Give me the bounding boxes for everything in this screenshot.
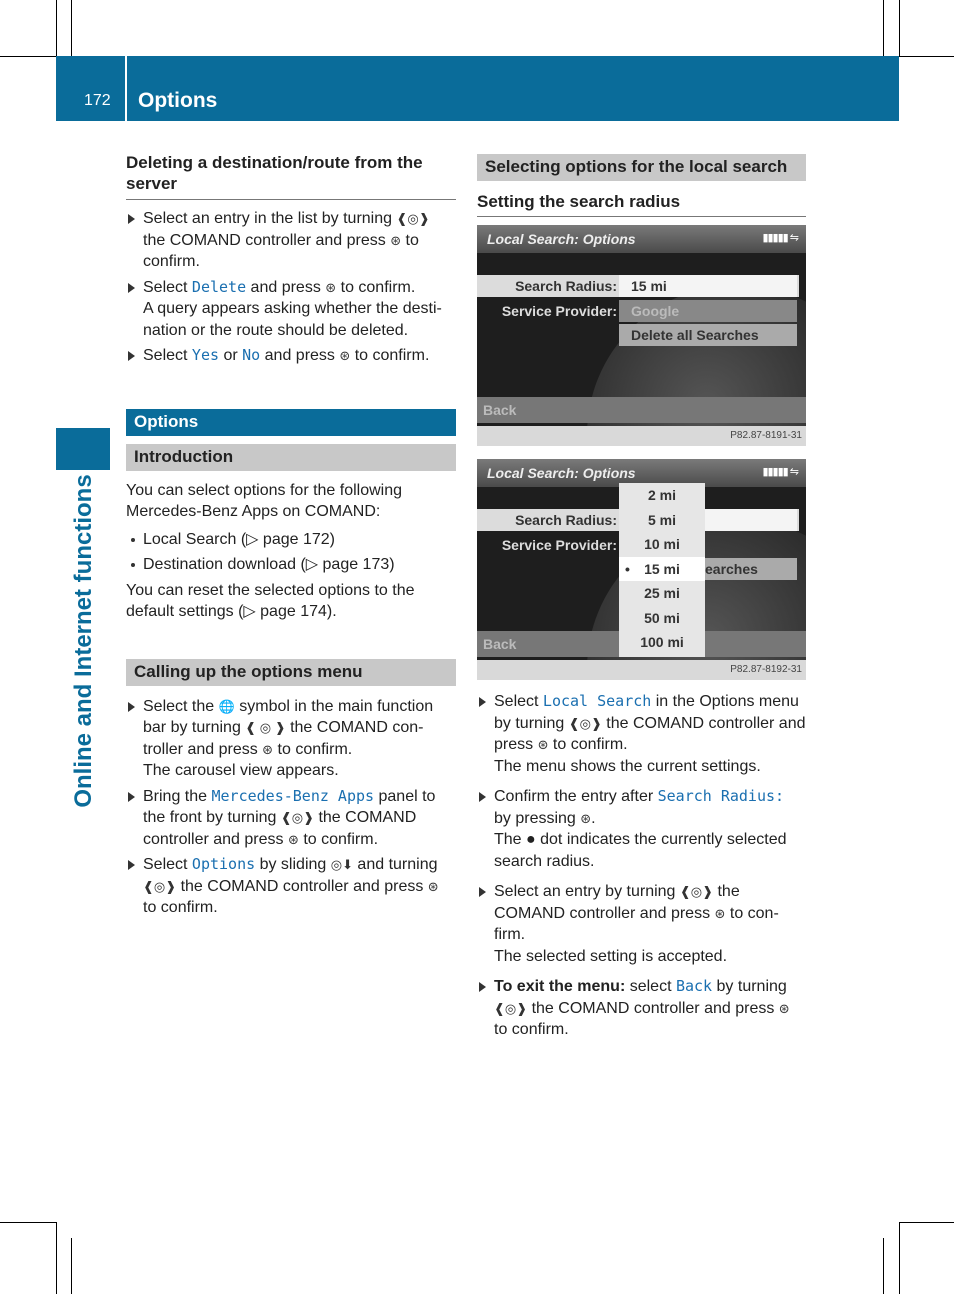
figure-code: P82.87-8192-31 <box>477 660 806 680</box>
back-item: Back <box>477 397 806 423</box>
crop-mark <box>0 56 56 57</box>
left-column <box>126 152 456 923</box>
crop-mark <box>899 0 900 56</box>
signal-icon: ▮▮▮▮▮ ⇋ <box>762 466 798 478</box>
step-note: The carousel view appears. <box>143 762 339 779</box>
press-controller-icon: ⊛ <box>714 905 726 921</box>
turn-controller-icon: ❰◎❱ <box>396 211 430 226</box>
turn-controller-icon: ❰◎❱ <box>143 878 177 894</box>
reset-text: You can reset the selected options to the default settings (▷ page 174). <box>126 581 415 620</box>
press-controller-icon: ⊛ <box>778 1000 790 1016</box>
crop-mark <box>56 1222 57 1294</box>
globe-icon: 🌐 <box>218 698 235 714</box>
ui-term-options: Options <box>191 855 256 873</box>
crop-mark <box>71 1238 72 1294</box>
ui-term-yes: Yes <box>191 346 220 364</box>
step: Select Options by sliding ◎⬇ and turning ❰◎❱ the COMAND controller and press ⊛ to confirm. <box>126 854 456 919</box>
crop-mark <box>899 1222 900 1294</box>
ui-term-search-radius: Search Radius: <box>657 787 785 805</box>
press-controller-icon: ⊛ <box>262 741 274 757</box>
ui-term-no: No <box>242 346 261 364</box>
crop-mark <box>883 1238 884 1294</box>
step-note: The menu shows the current settings. <box>494 757 761 775</box>
radius-row: Search Radius: 15 mi <box>477 275 799 297</box>
delete-heading: Deleting a destination/route from the server <box>126 152 456 200</box>
signal-icon: ▮▮▮▮▮ ⇋ <box>762 232 798 244</box>
crop-mark <box>899 1222 954 1223</box>
slide-down-controller-icon: ◎⬇ <box>330 857 353 872</box>
introduction-bar: Introduction <box>126 444 456 471</box>
step: Select Local Search in the Options menu by turning ❰◎❱ the COMAND controller and press ⊛ to confirm. The menu shows the current settings. <box>477 691 807 777</box>
radius-option: 50 mi <box>644 609 680 626</box>
screenshot-radius-list <box>477 459 806 680</box>
local-search-section-bar: Selecting options for the local search <box>477 154 806 181</box>
delete-searches-item: Delete all Searches <box>619 324 797 346</box>
ui-term-back: Back <box>675 977 713 995</box>
ui-term-local-search: Local Search <box>542 692 652 710</box>
press-controller-icon: ⊛ <box>537 737 549 752</box>
search-radius-heading: Setting the search radius <box>477 191 806 217</box>
crop-mark <box>899 56 954 57</box>
screen-title: Local Search: Options <box>477 459 806 487</box>
press-controller-icon: ⊛ <box>339 348 351 363</box>
options-section-bar: Options <box>126 409 456 436</box>
press-controller-icon: ⊛ <box>325 279 337 295</box>
step: Select Delete and press ⊛ to confirm. A query appears asking whether the desti-nation or the route should be deleted. <box>126 277 456 342</box>
calling-options-bar: Calling up the options menu <box>126 659 456 686</box>
provider-label: Service Provider: <box>501 303 617 319</box>
crop-mark <box>71 0 72 56</box>
page-number: 172 <box>84 92 111 109</box>
screen-title: Local Search: Options <box>477 225 806 253</box>
step: Select an entry in the list by turning ❰◎❱ the COMAND controller and press ⊛ to confirm. <box>126 208 456 273</box>
step: Select an entry by turning ❰◎❱ the COMAND controller and press ⊛ to con-firm. The selected setting is accepted. <box>477 881 807 967</box>
ui-term-mercedes-benz-apps: Mercedes-Benz Apps <box>211 786 375 805</box>
turn-controller-icon: ❰◎❱ <box>679 884 714 899</box>
right-column <box>477 154 806 217</box>
back-item: Back <box>477 631 806 657</box>
radius-option: 25 mi <box>644 585 680 601</box>
crop-mark <box>56 0 57 56</box>
provider-value: Google <box>619 300 797 322</box>
turn-controller-icon: ❰◎❱ <box>494 1000 528 1016</box>
step: Select the 🌐 symbol in the main function bar by turning ❰ ◎ ❱ the COMAND con-troller and press ⊛ to confirm. The carousel view appears. <box>126 696 456 782</box>
page-title: Options <box>138 89 218 112</box>
radius-dropdown <box>619 483 705 657</box>
crop-mark <box>0 1222 56 1223</box>
selected-dot-icon: • <box>625 560 630 577</box>
step: Select Yes or No and press ⊛ to confirm. <box>126 345 456 367</box>
turn-controller-icon: ❰◎❱ <box>280 810 314 825</box>
press-controller-icon: ⊛ <box>287 831 299 847</box>
step-note: The ● dot indicates the currently selected search radius. <box>494 831 787 870</box>
radius-row: Search Radius: <box>477 509 799 531</box>
press-controller-icon: ⊛ <box>580 810 592 826</box>
chapter-title: Online and Internet functions <box>70 474 97 808</box>
crop-mark <box>883 0 884 56</box>
step: Bring the Mercedes-Benz Apps panel to the front by turning ❰◎❱ the COMAND controller and press ⊛ to confirm. <box>126 786 456 851</box>
radius-option-selected: • 15 mi <box>619 557 705 582</box>
press-controller-icon: ⊛ <box>390 232 402 248</box>
step-note: The selected setting is accepted. <box>494 947 728 965</box>
screenshot-options-menu <box>477 225 806 446</box>
list-item: Local Search (▷ page 172) <box>126 529 456 551</box>
partial-delete-item: earches <box>705 558 797 580</box>
ui-term-delete: Delete <box>191 277 247 296</box>
turn-controller-icon: ❰◎❱ <box>568 715 602 731</box>
step: Confirm the entry after Search Radius: by pressing ⊛. The ● dot indicates the currently selected search radius. <box>477 786 807 872</box>
radius-option: 100 mi <box>640 634 684 650</box>
figure-code: P82.87-8191-31 <box>477 426 806 446</box>
intro-list <box>126 529 456 576</box>
right-steps <box>477 691 807 1045</box>
press-controller-icon: ⊛ <box>427 878 439 894</box>
list-item: Destination download (▷ page 173) <box>126 554 456 576</box>
header-divider <box>125 56 127 121</box>
intro-text: You can select options for the following Mercedes-Benz Apps on COMAND: <box>126 481 403 520</box>
turn-controller-icon: ❰ ◎ ❱ <box>245 720 286 735</box>
step-note: A query appears asking whether the desti-nation or the route should be deleted. <box>143 300 442 339</box>
radius-option: 2 mi <box>647 487 676 503</box>
side-tab-marker <box>56 428 110 470</box>
radius-option: 10 mi <box>644 536 680 552</box>
provider-label: Service Provider: <box>501 537 617 553</box>
step: To exit the menu: select Back by turning ❰◎❱ the COMAND controller and press ⊛ to confirm. <box>477 976 807 1041</box>
radius-option: 5 mi <box>647 511 676 528</box>
